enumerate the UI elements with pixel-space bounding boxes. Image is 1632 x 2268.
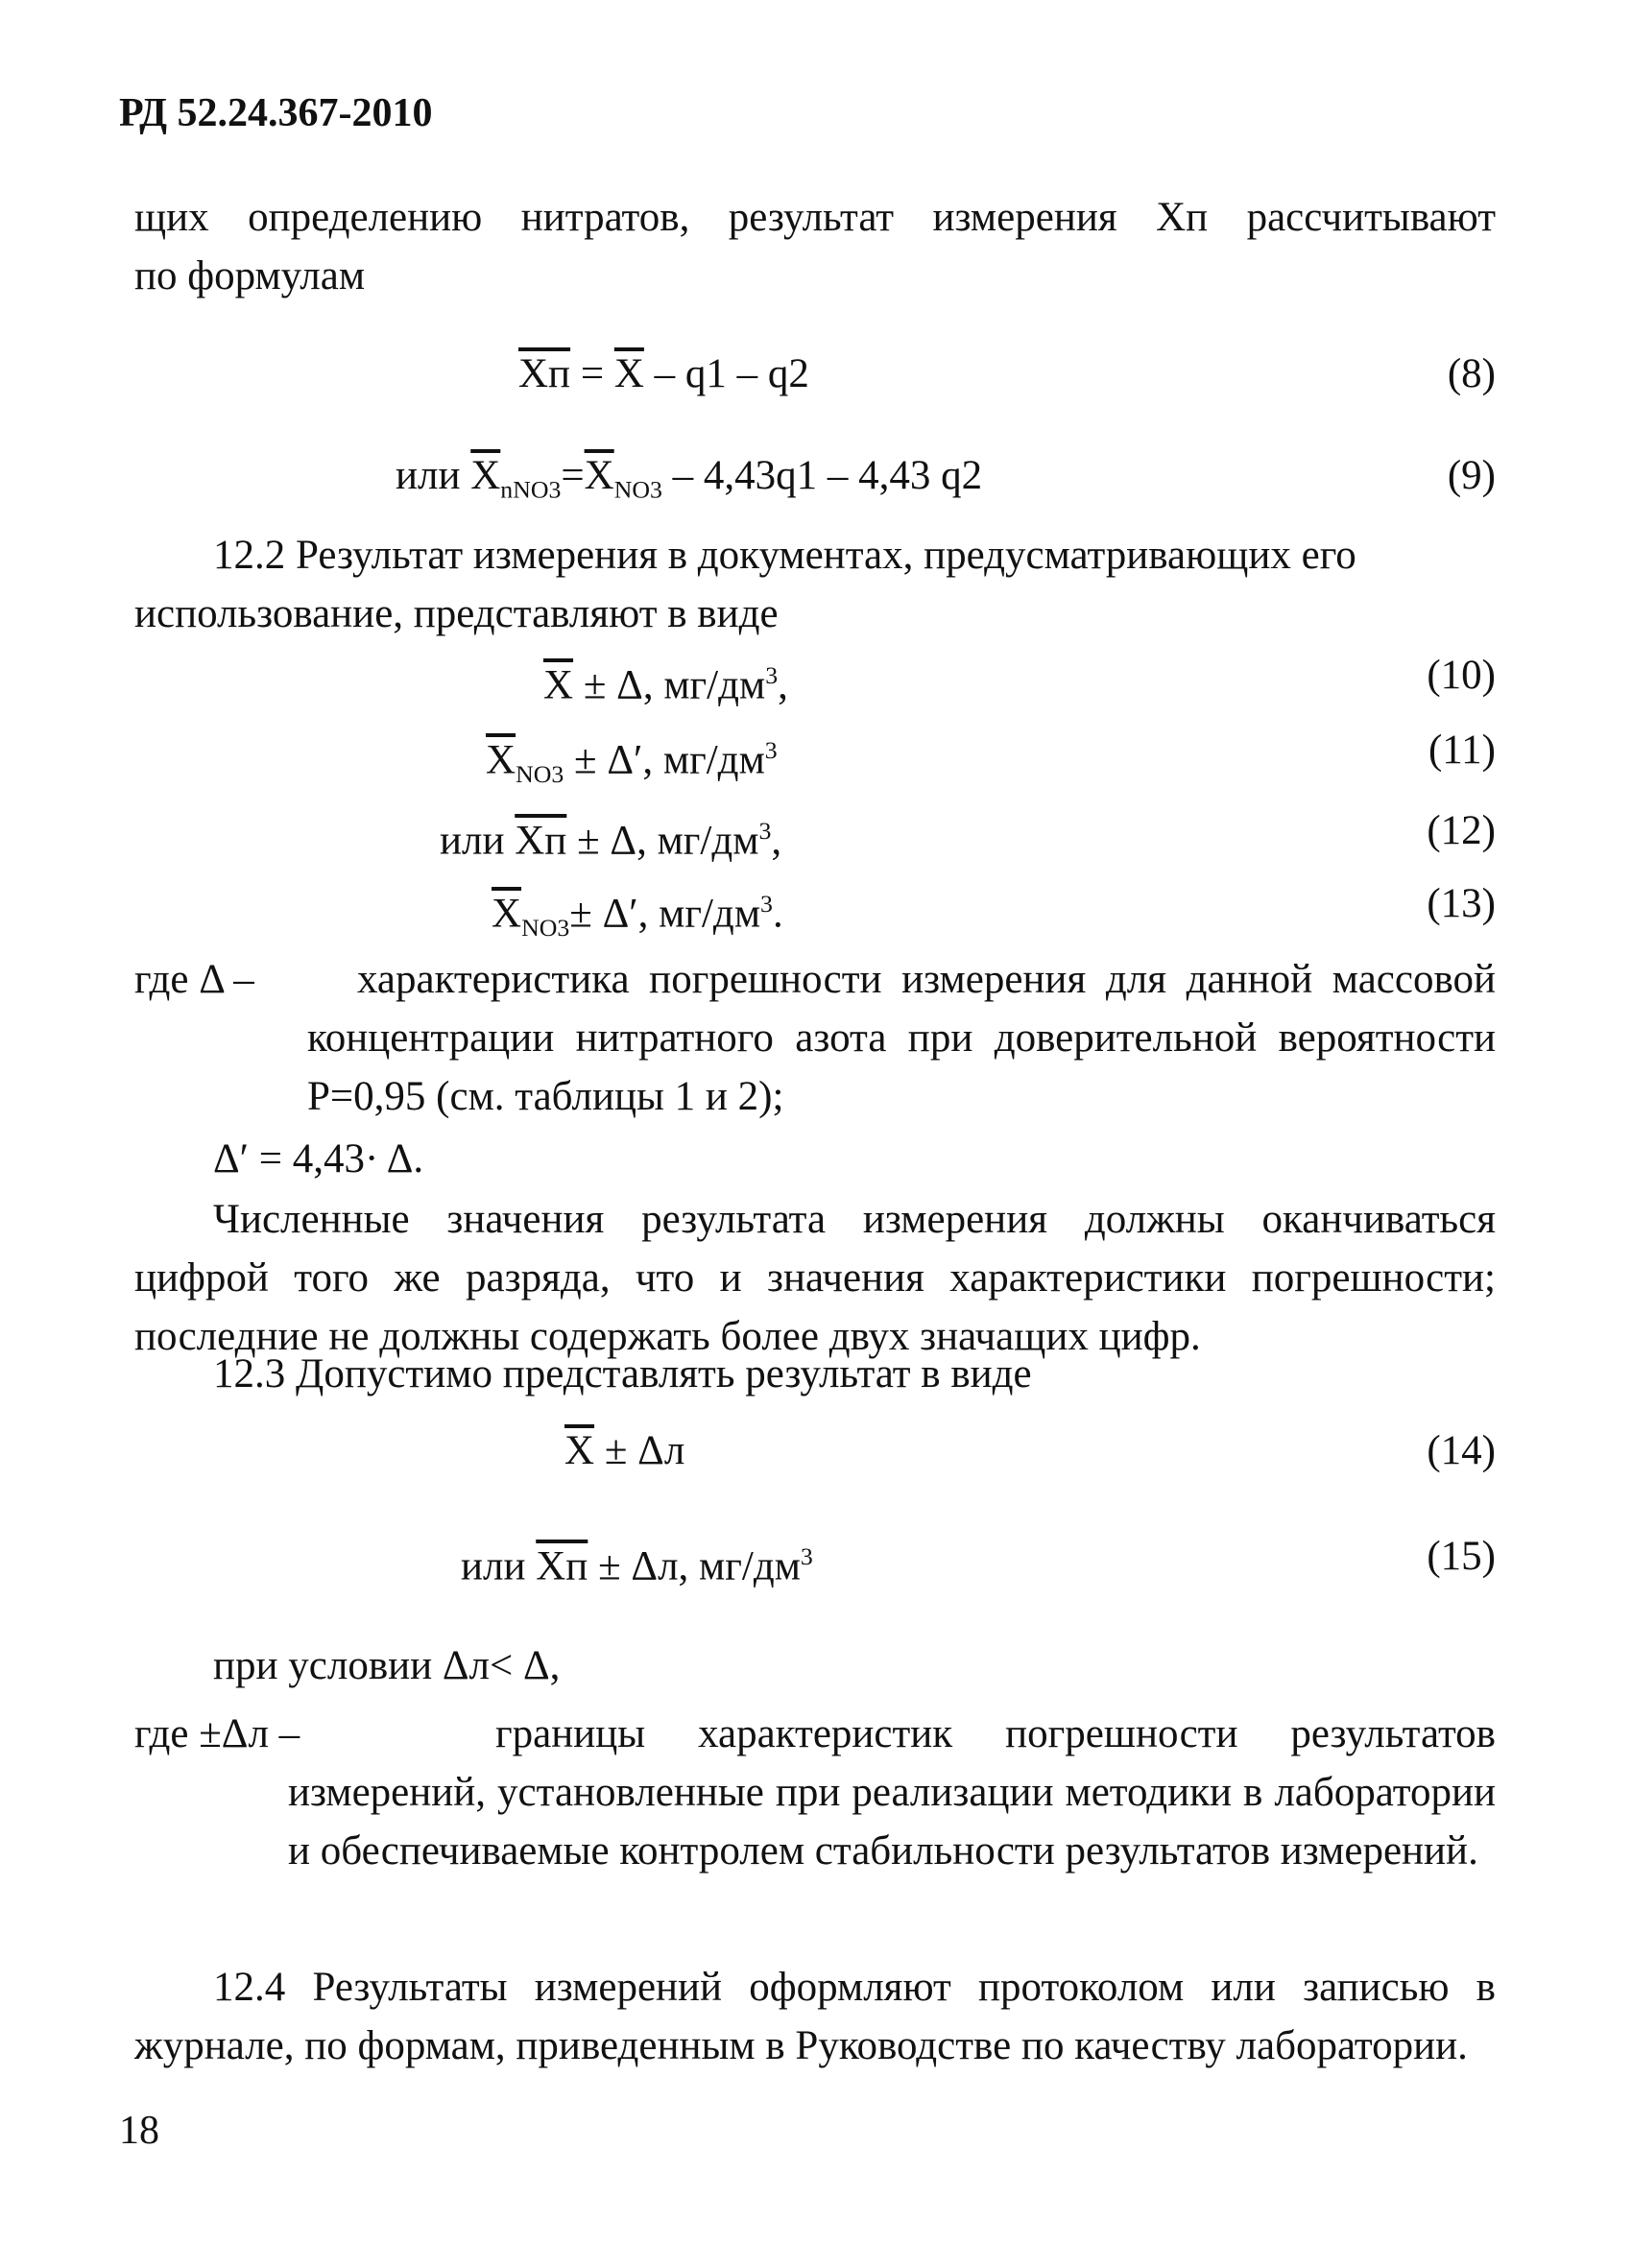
formula-13 bbox=[492, 875, 783, 957]
formula-11-number: (11) bbox=[1428, 728, 1496, 773]
formula-12-number: (12) bbox=[1427, 808, 1496, 853]
formula-9-sub2: NO3 bbox=[613, 475, 662, 504]
formula-10-number: (10) bbox=[1427, 653, 1496, 698]
paragraph-12-2 bbox=[134, 526, 1496, 643]
definition-delta-l-text bbox=[134, 1705, 1496, 1880]
definition-delta bbox=[134, 950, 1496, 1126]
definition-delta-body: характеристика погрешности измерения для данной массовой концентрации нитратного азота при доверительной вероятности P=0,95 (см. таблицы 1 и 2); bbox=[307, 957, 1496, 1119]
formula-10-rest: ± Δ, мг/дм bbox=[573, 662, 766, 708]
formula-15-x: Xп bbox=[536, 1543, 588, 1589]
formula-9-rest: – 4,43q1 – 4,43 q2 bbox=[661, 453, 983, 498]
definition-delta-l-body: границы характеристик погрешности результатов измерений, установленные при реализации методики в лаборатории и обеспечиваемые контролем стабильности результатов измерений. bbox=[288, 1711, 1496, 1874]
formula-13-number: (13) bbox=[1427, 881, 1496, 926]
formula-13-rest: ± Δ′, мг/дм bbox=[569, 891, 761, 937]
page-number: 18 bbox=[119, 2109, 159, 2153]
formula-9-prefix: или bbox=[396, 453, 471, 498]
paragraph-12-2-line-1: 12.2 Результат измерения в документах, предусматривающих его bbox=[213, 533, 1356, 578]
formula-9-eq: = bbox=[561, 453, 585, 498]
intro-line-2: по формулам bbox=[134, 253, 366, 298]
formula-15-rest: ± Δл, мг/дм bbox=[588, 1543, 801, 1589]
formula-10-tail: , bbox=[778, 662, 788, 708]
condition-line: при условии Δл< Δ, bbox=[213, 1643, 561, 1688]
formula-15 bbox=[461, 1528, 813, 1595]
definition-delta-l-label: где ±Δл – bbox=[134, 1711, 300, 1756]
paragraph-12-3: 12.3 Допустимо представлять результат в виде bbox=[213, 1351, 1032, 1397]
formula-9-sub1: nNO3 bbox=[500, 475, 562, 504]
formula-8 bbox=[518, 346, 809, 403]
formula-12-tail: , bbox=[771, 818, 782, 864]
formula-12-prefix: или bbox=[440, 818, 516, 864]
delta-prime-formula: Δ′ = 4,43· Δ. bbox=[213, 1136, 424, 1182]
formula-11-sub: NO3 bbox=[516, 759, 564, 788]
definition-delta-l bbox=[134, 1705, 1496, 1880]
formula-11-x: $\overline{X}$ bbox=[486, 737, 516, 783]
formula-8-eq: = bbox=[570, 351, 614, 396]
formula-15-prefix: или bbox=[461, 1543, 537, 1589]
formula-8-x: $\overline{X}$ bbox=[613, 351, 644, 396]
formula-10-sup: 3 bbox=[765, 661, 779, 689]
paragraph-12-2-line-2: использование, представляют в виде bbox=[134, 591, 779, 636]
formula-14 bbox=[564, 1422, 684, 1480]
formula-8-xn: Xп bbox=[518, 351, 571, 396]
intro-line-1: щих определению нитратов, результат измерения Xп рассчитывают bbox=[134, 195, 1496, 240]
formula-9-x1: $\overline{X}$ bbox=[470, 453, 501, 498]
formula-14-number: (14) bbox=[1427, 1428, 1496, 1473]
formula-15-number: (15) bbox=[1427, 1534, 1496, 1579]
formula-9 bbox=[396, 447, 982, 519]
formula-8-number: (8) bbox=[1447, 351, 1496, 396]
definition-delta-label: где Δ – bbox=[134, 957, 254, 1002]
formula-13-sup: 3 bbox=[760, 890, 773, 918]
formula-12-rest: ± Δ, мг/дм bbox=[566, 818, 759, 864]
formula-15-sup: 3 bbox=[800, 1542, 813, 1570]
formula-12-sup: 3 bbox=[758, 817, 772, 845]
formula-13-x: $\overline{X}$ bbox=[492, 891, 522, 937]
formula-11-sup: 3 bbox=[764, 736, 778, 764]
formula-10-x: $\overline{X}$ bbox=[543, 662, 574, 708]
formula-10 bbox=[543, 647, 788, 714]
formula-11 bbox=[486, 722, 778, 803]
formula-11-rest: ± Δ′, мг/дм bbox=[564, 737, 765, 783]
numeric-values-paragraph: Численные значения результата измерения должны оканчиваться цифрой того же разряда, что и значения характеристики погрешности; последние не должны содержать более двух значащих цифр. bbox=[134, 1197, 1496, 1359]
paragraph-12-4: 12.4 Результаты измерений оформляют протоколом или записью в журнале, по формам, приведенным в Руководстве по качеству лаборатории. bbox=[134, 1965, 1496, 2068]
formula-9-number: (9) bbox=[1447, 453, 1496, 498]
formula-12-x: Xп bbox=[515, 818, 567, 864]
document-header: РД 52.24.367-2010 bbox=[119, 91, 433, 135]
formula-9-x2: $\overline{X}$ bbox=[584, 453, 614, 498]
formula-12 bbox=[440, 802, 781, 870]
definition-delta-text bbox=[134, 950, 1496, 1126]
intro-paragraph bbox=[134, 188, 1496, 305]
formula-14-rest: ± Δл bbox=[594, 1428, 685, 1473]
formula-14-x: $\overline{X}$ bbox=[564, 1428, 595, 1473]
formula-13-tail: . bbox=[772, 891, 783, 937]
formula-8-rest: – q1 – q2 bbox=[643, 351, 809, 396]
formula-13-sub: NO3 bbox=[521, 913, 570, 942]
